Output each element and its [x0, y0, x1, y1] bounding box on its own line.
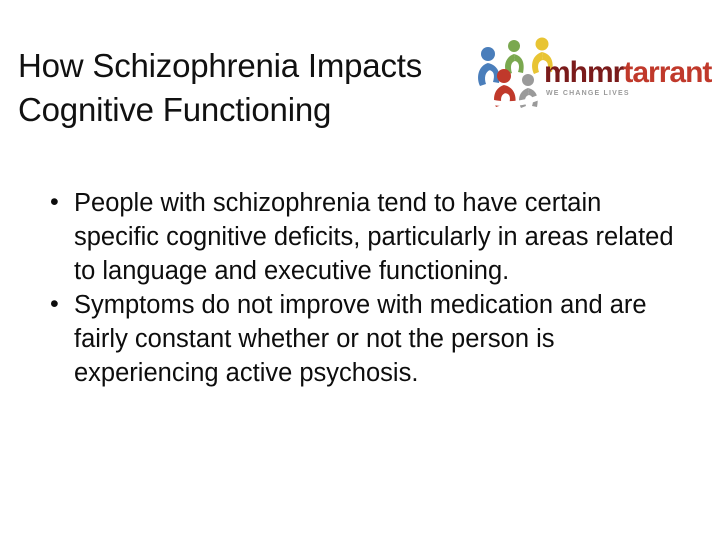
list-item-text: People with schizophrenia tend to have certain specific cognitive deficits, particularly in areas related to language and executive functioning. [74, 189, 674, 285]
mhmr-tarrant-logo [468, 36, 712, 116]
bullet-marker: • [50, 188, 59, 216]
list-item [44, 186, 684, 288]
logo-text-mhmr: mhmr [544, 56, 624, 89]
logo-wordmark [544, 58, 711, 88]
page-title: How Schizophrenia Impacts Cognitive Functioning [18, 47, 423, 128]
logo-tagline: WE CHANGE LIVES [546, 90, 630, 97]
bullet-marker: • [50, 290, 59, 318]
list-item [44, 288, 684, 390]
logo-text-tarrant: tarrant [623, 56, 712, 89]
bullet-list [44, 186, 684, 390]
list-item-text: Symptoms do not improve with medication and are fairly constant whether or not the person is experiencing active psychosis. [74, 291, 647, 387]
